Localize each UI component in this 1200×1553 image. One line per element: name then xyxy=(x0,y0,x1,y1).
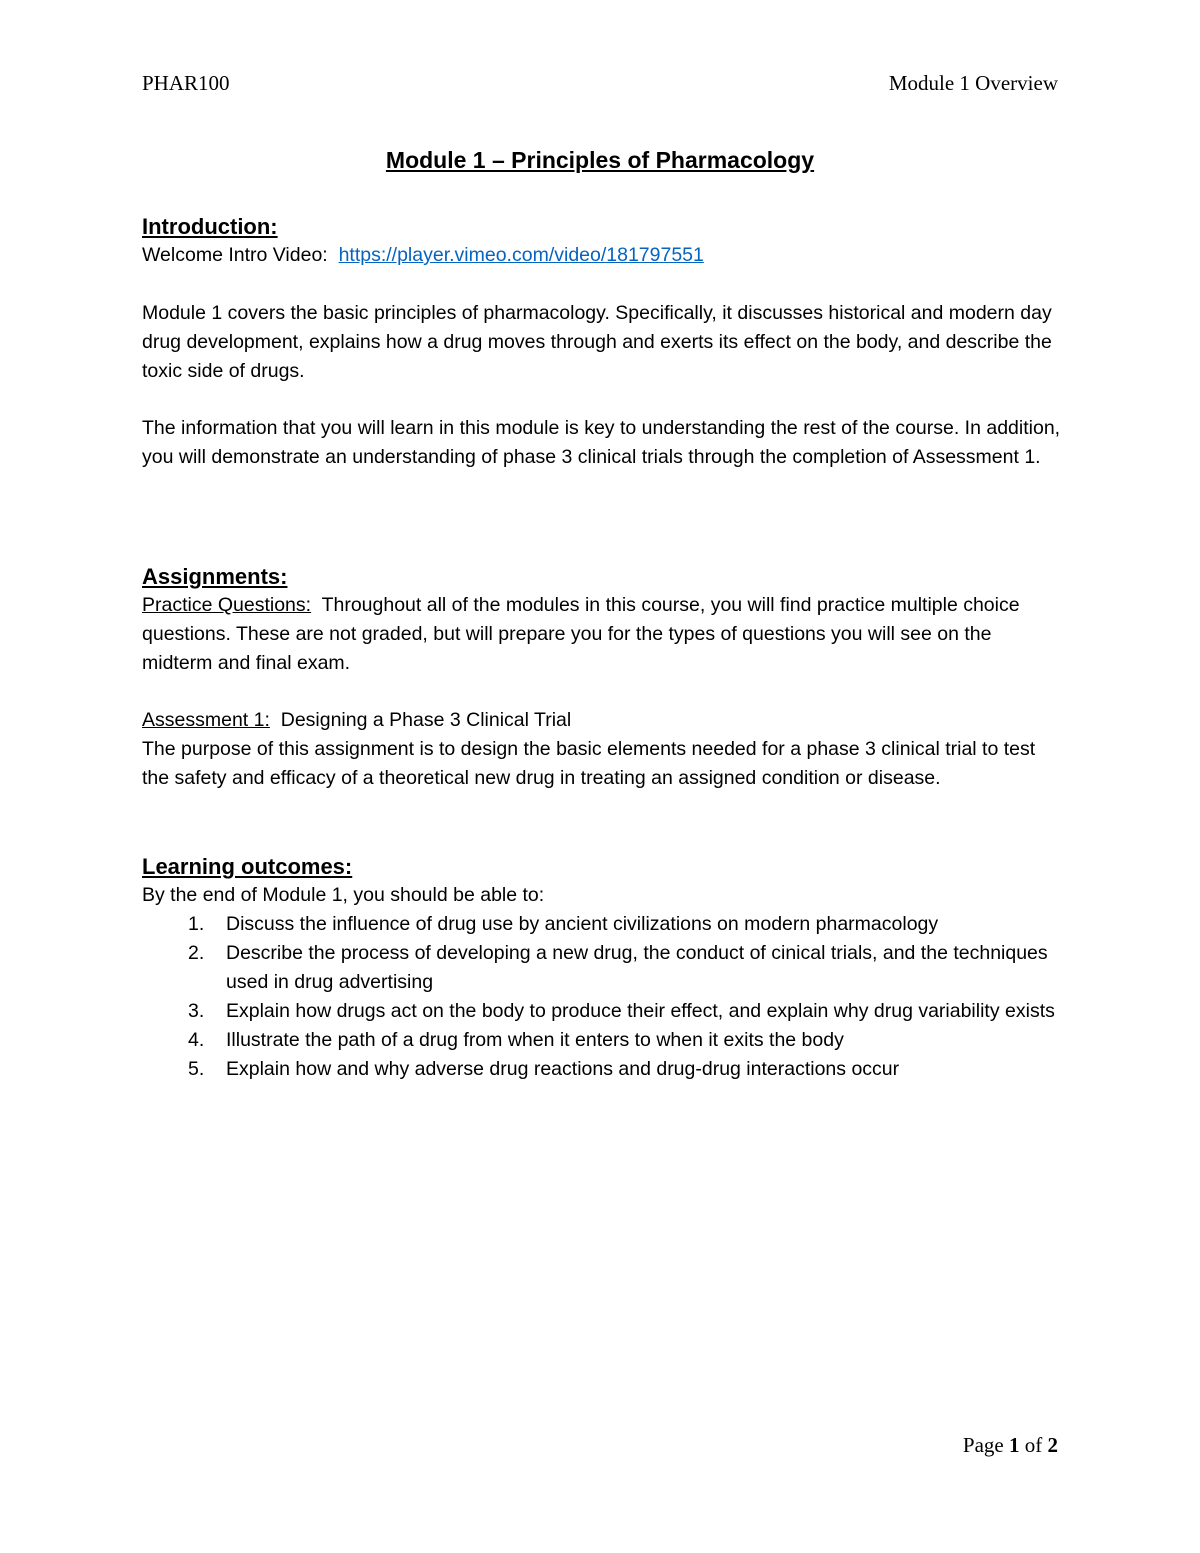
footer-of-word: of xyxy=(1024,1433,1043,1457)
learning-outcomes-section xyxy=(142,852,1062,1084)
list-item-text: Describe the process of developing a new drug, the conduct of cinical trials, and the techniques used in drug advertising xyxy=(226,942,1048,993)
assessment-section xyxy=(142,706,1062,793)
page-number-footer xyxy=(963,1432,1058,1458)
practice-questions-label: Practice Questions: xyxy=(142,594,312,616)
footer-page-total: 2 xyxy=(1047,1433,1058,1457)
intro-video-line xyxy=(142,241,1062,270)
footer-page-word: Page xyxy=(962,1433,1004,1457)
assessment-title-line xyxy=(142,706,1062,735)
list-item-number: 1. xyxy=(188,913,205,935)
assignments-heading: Assignments: xyxy=(142,564,288,589)
intro-paragraph-1 xyxy=(142,299,1062,386)
intro-paragraph-2 xyxy=(142,414,1062,472)
list-item xyxy=(142,997,1062,1026)
footer-page-current: 1 xyxy=(1009,1433,1020,1457)
list-item-number: 5. xyxy=(188,1058,205,1080)
assessment-label: Assessment 1: xyxy=(142,709,270,731)
learning-outcomes-heading: Learning outcomes: xyxy=(142,854,353,879)
learning-outcomes-list xyxy=(142,910,1062,1084)
list-item-number: 4. xyxy=(188,1029,205,1051)
list-item xyxy=(142,939,1062,997)
assessment-title: Designing a Phase 3 Clinical Trial xyxy=(280,709,572,731)
list-item xyxy=(142,910,1062,939)
learning-outcomes-intro: By the end of Module 1, you should be able to: xyxy=(142,884,545,906)
introduction-heading: Introduction: xyxy=(142,214,278,239)
list-item-text: Explain how drugs act on the body to produce their effect, and explain why drug variability exists xyxy=(226,1000,1055,1022)
intro-video-link[interactable]: https://player.vimeo.com/video/181797551 xyxy=(338,244,704,266)
assessment-description: The purpose of this assignment is to design the basic elements needed for a phase 3 clinical trial to test the safety and efficacy of a theoretical new drug in treating an assigned condition or disease. xyxy=(142,738,1036,789)
list-item xyxy=(142,1026,1062,1055)
list-item-number: 2. xyxy=(188,942,205,964)
list-item-text: Explain how and why adverse drug reactions and drug-drug interactions occur xyxy=(226,1058,900,1080)
introduction-section xyxy=(142,212,1062,270)
practice-questions-paragraph xyxy=(142,591,1062,678)
practice-questions-text: Throughout all of the modules in this course, you will find practice multiple choice questions. These are not graded, but will prepare you for the types of questions you will see on the midterm and final exam. xyxy=(142,594,1020,674)
list-item-text: Discuss the influence of drug use by ancient civilizations on modern pharmacology xyxy=(226,913,939,935)
intro-paragraph-1-text: Module 1 covers the basic principles of pharmacology. Specifically, it discusses historical and modern day drug development, explains how a drug moves through and exerts its effect on the body, and describe the toxic side of drugs. xyxy=(142,302,1052,382)
list-item-text: Illustrate the path of a drug from when it enters to when it exits the body xyxy=(226,1029,844,1051)
header-course-code: PHAR100 xyxy=(142,71,230,95)
page-title: Module 1 – Principles of Pharmacology xyxy=(385,147,815,173)
header-document-title: Module 1 Overview xyxy=(888,71,1058,95)
list-item xyxy=(142,1055,1062,1084)
assignments-section xyxy=(142,562,1062,678)
intro-video-label: Welcome Intro Video: xyxy=(142,244,328,266)
intro-paragraph-2-text: The information that you will learn in this module is key to understanding the rest of the course. In addition, you will demonstrate an understanding of phase 3 clinical trials through the completion of Assessment 1. xyxy=(142,417,1061,468)
list-item-number: 3. xyxy=(188,1000,205,1022)
